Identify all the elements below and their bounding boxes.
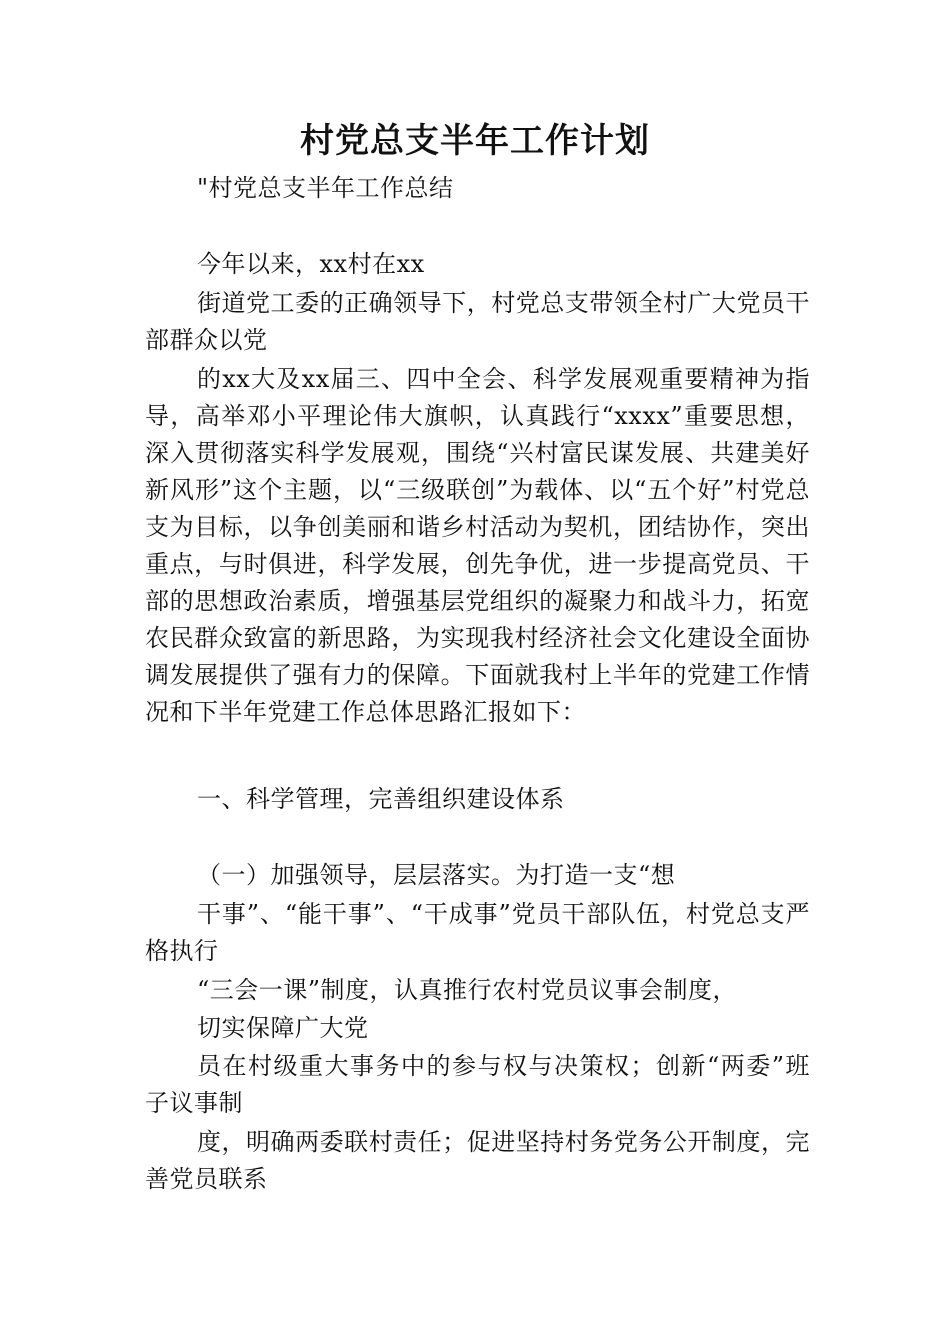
paragraph-subsection-1: （一）加强领导，层层落实。为打造一支“想 (197, 861, 676, 889)
paragraph-subtitle: "村党总支半年工作总结 (197, 174, 454, 202)
section-heading-1: 一、科学管理，完善组织建设体系 (197, 785, 565, 813)
paragraph-intro: 今年以来，xx村在xx (197, 250, 425, 278)
document-title: 村党总支半年工作计划 (300, 121, 650, 161)
paragraph-leadership: 街道党工委的正确领导下，村党总支带领全村广大党员干部群众以党 (145, 289, 810, 354)
paragraph-team: 干事”、“能干事”、“干成事”党员干部队伍，村党总支严格执行 (145, 900, 810, 965)
paragraph-system: “三会一课”制度，认真推行农村党员议事会制度， (197, 976, 738, 1004)
paragraph-main-body: 的xx大及xx届三、四中全会、科学发展观重要精神为指导，高举邓小平理论伟大旗帜，认真践行“xxxx”重要思想，深入贯彻落实科学发展观，围绕“兴村富民谋发展、共建美好新风形”这个主题，以“三级联创”为载体、以“五个好”村党总支为目标，以争创美丽和谐乡村活动为契机，团结协作，突出重点，与时俱进，科学发展，创先争优，进一步提高党员、干部的思想政治素质，增强基层党组织的凝聚力和战斗力，拓宽农民群众致富的新思路，为实现我村经济社会文化建设全面协调发展提供了强有力的保障。下面就我村上半年的党建工作情况和下半年党建工作总体思路汇报如下： (145, 365, 810, 726)
paragraph-protection: 切实保障广大党 (197, 1014, 369, 1042)
paragraph-transparency: 度，明确两委联村责任；促进坚持村务党务公开制度，完善党员联系 (145, 1128, 810, 1193)
paragraph-participation: 员在村级重大事务中的参与权与决策权；创新“两委”班子议事制 (145, 1052, 810, 1117)
